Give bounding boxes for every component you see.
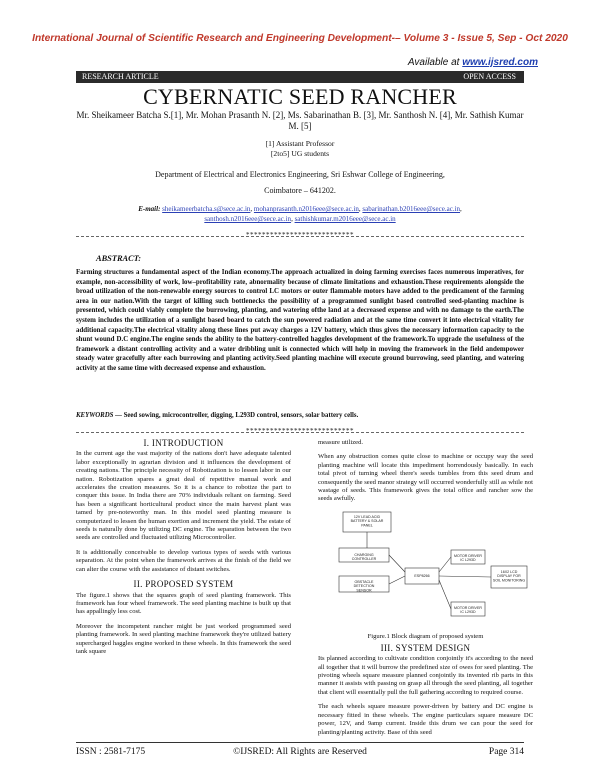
email-link[interactable]: mohanprasanth.n2016eee@sece.ac.in	[253, 205, 359, 213]
system-design-paragraph: The each wheels square measure power-driven by battery and DC engine is necessary fitted in these wheels. The engine particulars square measure DC power, 12V, and 9amp current. Inside this drum we can pour the seed for planting/planting activity. Base of this seed	[318, 703, 533, 736]
abstract-text: Farming structures a fundamental aspect of the Indian economy.The approach actualized in doing farming exercises faces numerous imperatives, for example, non-accessibility of work, low–profitability rate, abnormality because of climate limitations and exhaustion.These requirements alongside the broad utilization of the non-renewable energy sources to control LC motors or outer flammable motors have added to the predicament of the farming area in our nation.With the target of killing such bottlenecks the possibility of a programmed sunlight based controlled seed-planting machine is presented, which could viably complete the burrowing, planting, and watering ofthe land at a decreased expense and with no damage to the earth.The system includes the utilization of a sunlight based board to catch the sun powered radiation and at the same time convert it into electrical vitality for additional capacity.The electrical vitality along these lines put away charges a 12V battery, which thus gives the necessary information capacity to the shunt wound D.C engine.The engine sends the ability to the battery-controlled haggles development of the framework.To upgrade the usefulness of the framework a distant controlling activity and a water dribbling unit is connected which will help in moving the framework in the field andempower steady water gracefully after each burrowing and planting activity.Seed planting machine will execute ground burrowing, seed planting, and watering activity at the same time with decreased expense and exhaustion.	[76, 269, 524, 372]
keywords-text: Seed sowing, microcontroller, digging, L293D control, sensors, solar battery cells.	[123, 412, 359, 419]
open-access-label: OPEN ACCESS	[463, 72, 516, 81]
power-block-label: 12V LEAD ACID BATTERY & SOLAR PANEL	[350, 514, 384, 528]
keywords-label: KEYWORDS —	[76, 412, 122, 419]
introduction-heading: I. INTRODUCTION	[143, 438, 224, 448]
figure-caption: Figure.1 Block diagram of proposed system	[367, 633, 484, 641]
city: Coimbatore – 641202.	[264, 186, 336, 195]
copyright: ©IJSRED: All Rights are Reserved	[233, 747, 367, 757]
sensor-block-label: OBSTACLE DETECTION SENSOR	[353, 579, 375, 593]
department: Department of Electrical and Electronics Engineering, Sri Eshwar College of Engineering,	[155, 170, 445, 179]
available-label: Available at	[407, 57, 460, 68]
system-design-heading: III. SYSTEM DESIGN	[380, 642, 471, 653]
email-link[interactable]: sheikameerbatcha.s@sece.ac.in	[162, 205, 251, 213]
mcu-block-label: ESP8266	[414, 573, 430, 578]
charging-block-label: CHARGING CONTROLLER	[351, 552, 377, 562]
driver-block-1-label: MOTOR DRIVER IC L293D	[454, 553, 482, 563]
email-link[interactable]: sathishkumar.m2016eee@sece.ac.in	[294, 215, 396, 223]
system-design-paragraph: Its planned according to cultivate condition conjointly it's according to the need all together that it will burrow the predefined size of owes for seed planting. The pivoting wheels square measure planned conjointly its invented rib parts in this manner it assists with passing on grasp all through the seed planting, all together that client will essentially pull the full gathering according to required course.	[318, 655, 533, 696]
journal-url-link[interactable]: www.ijsred.com	[462, 57, 538, 68]
email-link[interactable]: sabarinathan.b2016eee@sece.ac.in	[362, 205, 461, 213]
block-diagram-figure	[323, 510, 528, 640]
abstract-heading: ABSTRACT:	[96, 254, 141, 263]
proposed-system-paragraph: The figure.1 shows that the squares graph of seed planting framework. This framework has four wheel framework. The seed planting machine is built up that has appallingly less cost.	[76, 591, 291, 616]
email-link[interactable]: santhosh.n2016eee@sece.ac.in	[204, 215, 292, 223]
obstacle-paragraph: When any obstruction comes quite close to machine or occupy way the seed planting machine will locate this impediment horrendously basically. In each total pivot of turning wheel there's seeds tumbles from this seed drum and consequently the seed manor strategy will occurred wonderfully still as while not wastage of seeds. This framework gives the total office and rancher sow the seeds awfully.	[318, 453, 533, 503]
availability-line	[408, 57, 538, 68]
left-column	[76, 439, 291, 662]
separator-stars: ***************************	[246, 231, 354, 239]
driver-block-2-label: MOTOR DRIVER IC L293D	[454, 605, 482, 615]
issn: ISSN : 2581-7175	[76, 747, 146, 757]
affiliation-1: [1] Assistant Professor	[265, 139, 335, 148]
section-separator	[76, 231, 524, 245]
block-diagram	[323, 510, 528, 630]
article-type-bar	[76, 71, 524, 83]
journal-header: International Journal of Scientific Research and Engineering Development-– Volume 3 - Issue 5, Sep - Oct 2020	[32, 33, 568, 44]
intro-paragraph: It is additionally conceivable to develop various types of seeds with various separation. At the point when the framework arrives at the finish of the field we can alter the course with the assistance of distant switches.	[76, 548, 291, 573]
page-number: Page 314	[488, 747, 524, 757]
research-article-label: RESEARCH ARTICLE	[82, 72, 159, 81]
proposed-system-paragraph: Moreover the incompetent rancher might be just worked programmed seed planting framework. In seed planting machine framework they're utilized battery supercharged haggles engine worked in these wheels. In this framework the seed tank square	[76, 622, 291, 655]
lcd-block-label: 16X2 LCD DISPLAY FOR SOIL MONITORING	[492, 569, 526, 583]
email-block: E-mail: sheikameerbatcha.s@sece.ac.in, mohanprasanth.n2016eee@sece.ac.in, sabarinathan.b2016eee@sece.ac.in, santhosh.n2016eee@sece.ac.in, sathishkumar.m2016eee@sece.ac.in	[138, 205, 462, 223]
footer-rule	[76, 742, 524, 743]
keywords	[76, 412, 524, 419]
email-label: E-mail:	[138, 205, 161, 213]
paper-title: CYBERNATIC SEED RANCHER	[143, 84, 457, 109]
proposed-system-heading: II. PROPOSED SYSTEM	[133, 579, 234, 590]
author-list: Mr. Sheikameer Batcha S.[1], Mr. Mohan Prasanth N. [2], Ms. Sabarinathan B. [3], Mr. Santhosh N. [4], Mr. Sathish Kumar M. [5]	[76, 110, 524, 131]
intro-paragraph: In the current age the vast majority of the nations don't have adequate talented labor exceptionally in agrarian division and it influences the development of creating nations. The principle necessity of Robotization is to lessen labor in our nation. Robotization spares a great deal of repetitive manual work and accelerates the creation measures. So it is a chance to robotize the part to conquer this issue. In India there are 70% individuals reliant on farming. Seed has been a significant horticultural product since the main harvest plant was tamed by pre-noteworthy man. In this model seed planting measure is computerized to lessen the human exertion and increment the yield. The estate of seeds is naturally done by utilizing DC engine. The separation between the two seeds are controlled and fluctuated utilizing Microcontroller.	[76, 450, 291, 542]
right-column	[318, 439, 533, 743]
affiliation-2: [2to5] UG students	[270, 149, 330, 158]
separator-stars: ***************************	[246, 427, 354, 435]
affiliations	[76, 139, 524, 159]
continued-paragraph: measure utilized.	[318, 439, 364, 446]
